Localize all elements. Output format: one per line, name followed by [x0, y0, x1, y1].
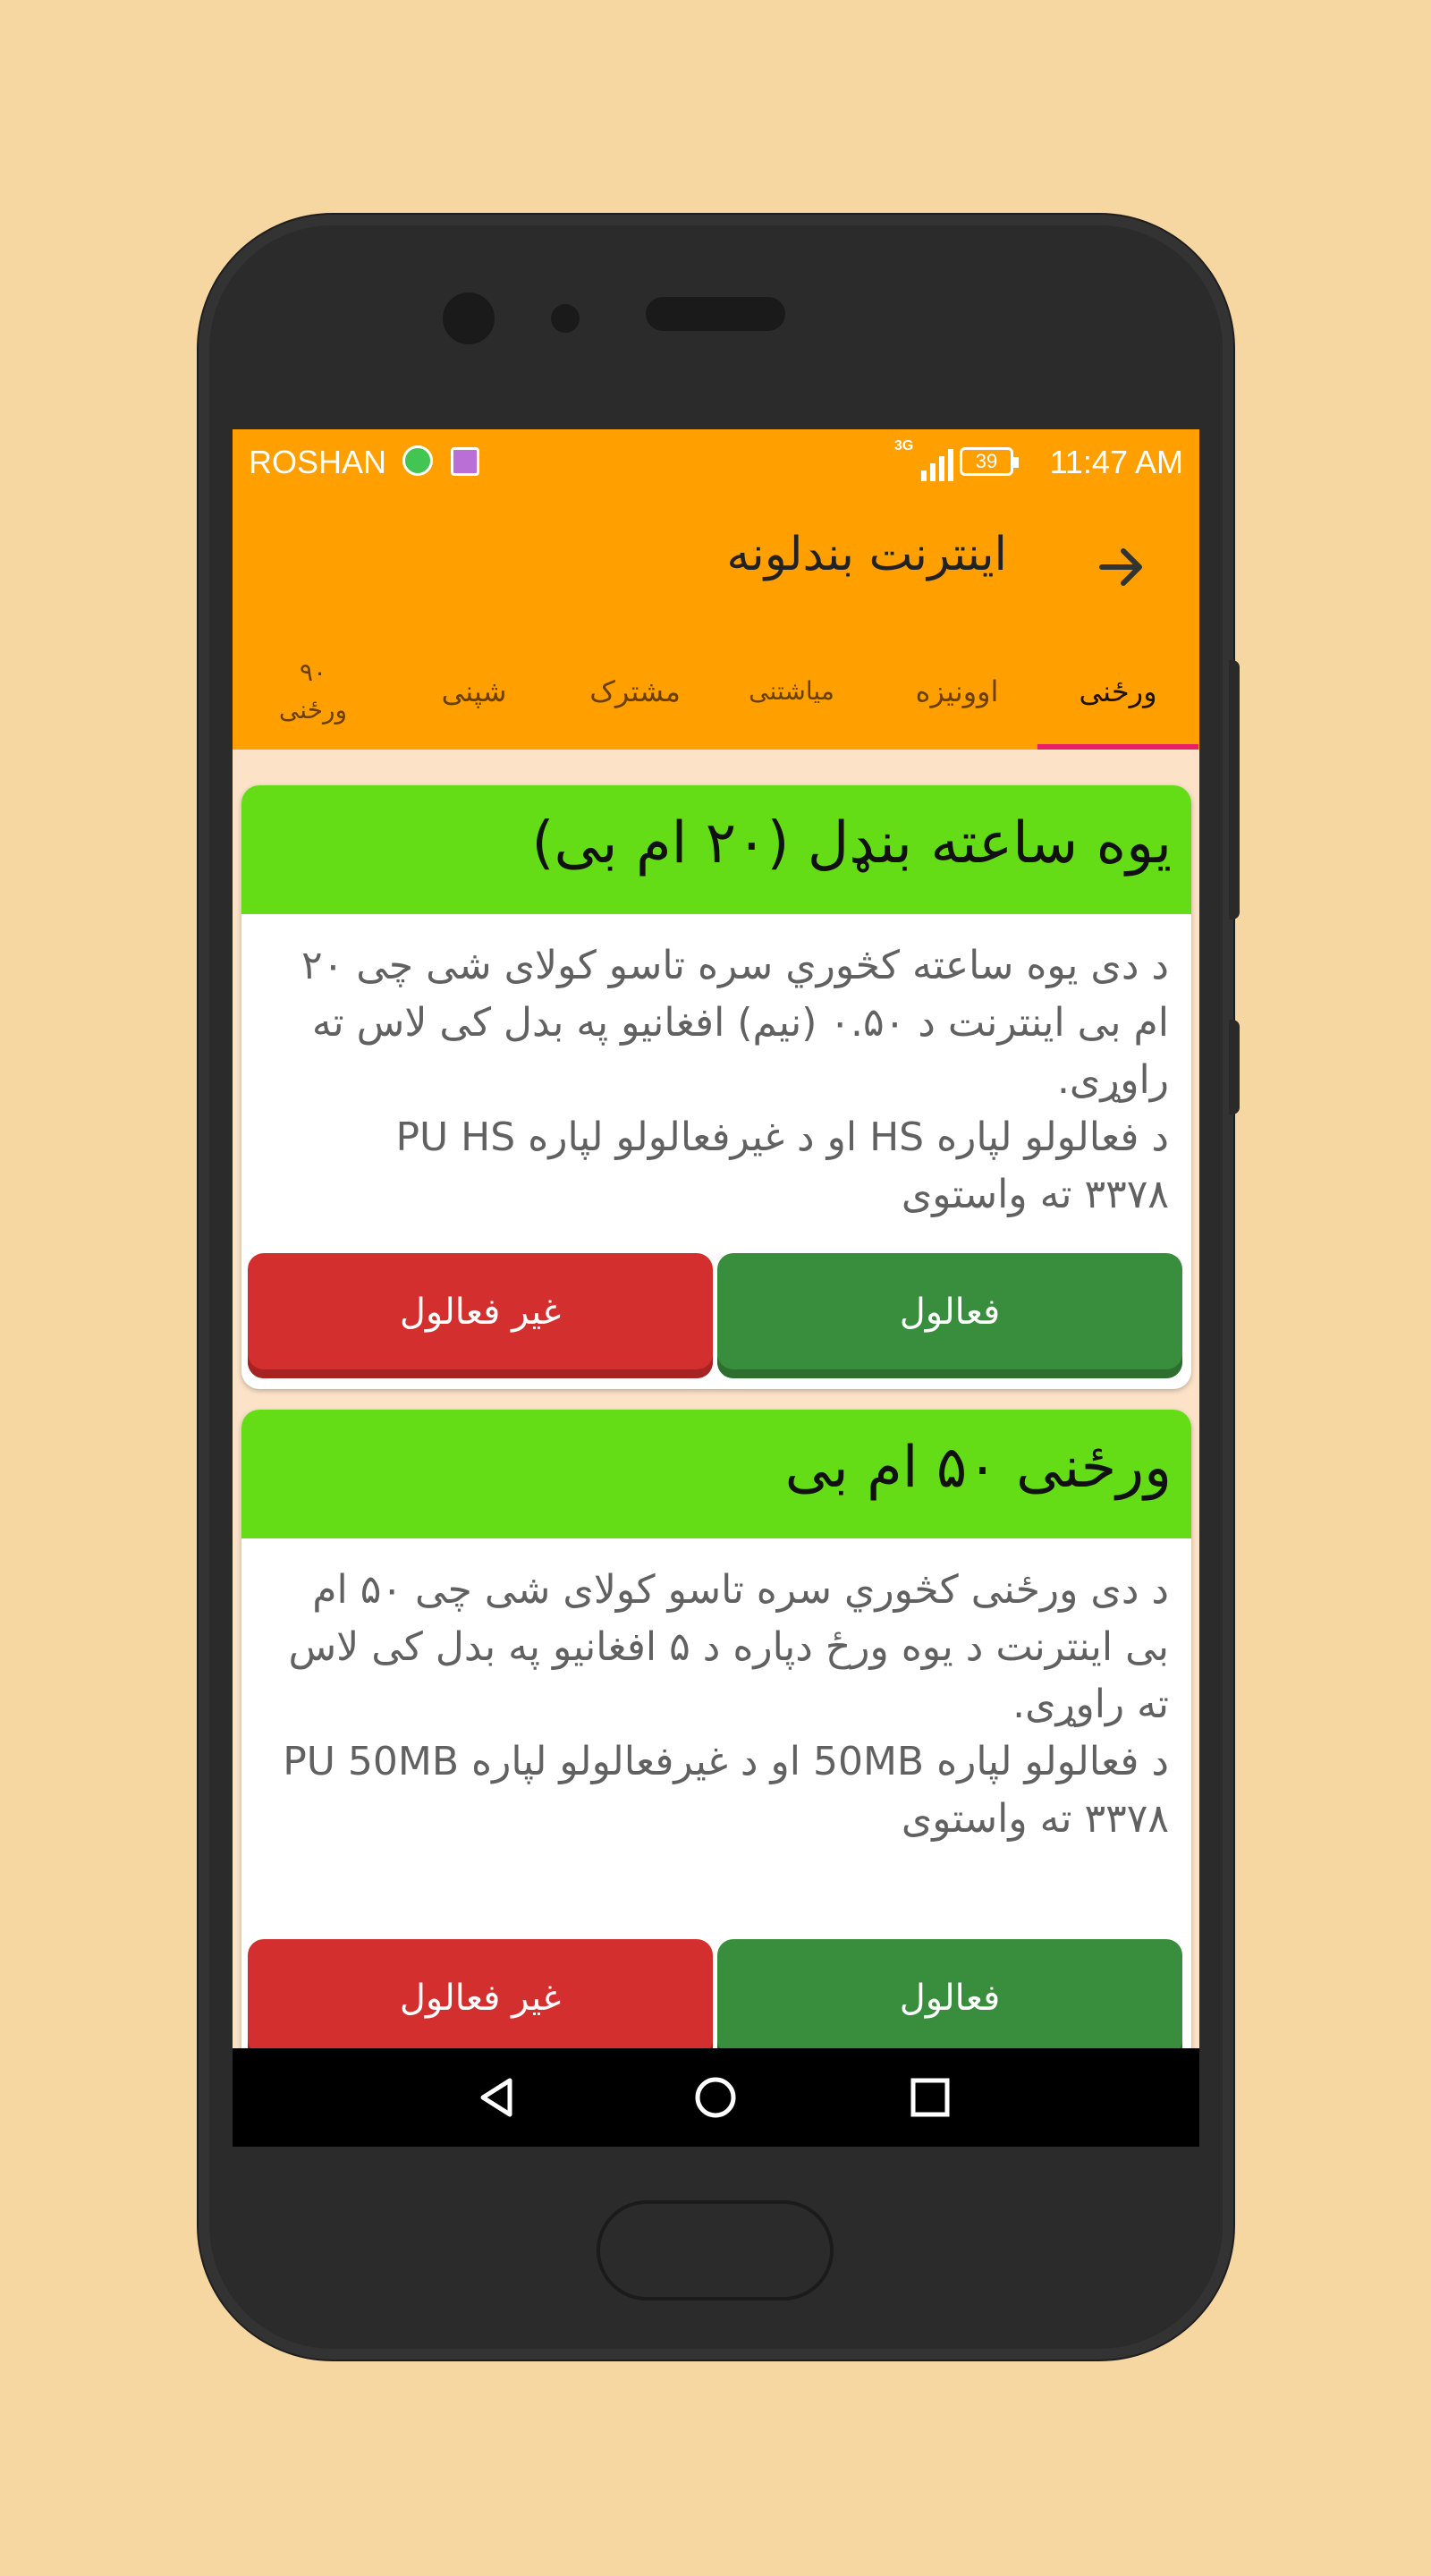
signal-icon: [903, 447, 953, 483]
deactivate-button[interactable]: غیر فعالول: [248, 1253, 713, 1378]
desc-line: د فعالولو لپاره 50MB او د غیرفعالولو لپاره PU 50MB: [283, 1739, 1169, 1784]
activate-button[interactable]: فعالول: [717, 1939, 1182, 2064]
tab-nightly[interactable]: [394, 633, 555, 750]
tab-daily[interactable]: [1037, 633, 1198, 750]
card-title: ورځنی ۵۰ ام بی: [784, 1435, 1172, 1501]
triangle-back-icon[interactable]: [474, 2075, 519, 2120]
circle-home-icon[interactable]: [693, 2075, 738, 2120]
volume-button: [1229, 660, 1240, 919]
desc-line: ۳۳۷۸ ته واستوی: [901, 1172, 1169, 1217]
whatsapp-icon: [402, 445, 433, 476]
tab-label: ۹۰ ورځنی: [278, 657, 348, 724]
power-button: [1229, 1020, 1240, 1114]
desc-line: د دی یوه ساعته کڅوري سره تاسو کولای شی چی ۲۰ ام بی اینترنت د ۰.۵۰ (نیم) افغانیو په بدل کی لاس ته راوړی.: [301, 943, 1169, 1103]
card-title: یوه ساعته بنډل (۲۰ ام بی): [531, 810, 1172, 877]
tab-shared[interactable]: [555, 633, 716, 750]
activate-button[interactable]: فعالول: [717, 1253, 1182, 1378]
card-header: [241, 1410, 1191, 1538]
card-description: [264, 1562, 1169, 1848]
gallery-icon: [451, 447, 479, 476]
arrow-right-icon[interactable]: [1093, 538, 1150, 596]
carrier-name: ROSHAN: [249, 444, 387, 480]
battery-icon: 39: [960, 447, 1013, 476]
clock: 11:47 AM: [1049, 444, 1183, 480]
tab-90-days[interactable]: [233, 633, 394, 750]
bundle-card: [241, 785, 1191, 1389]
back-arrow-svg: [1093, 538, 1150, 596]
sensor: [551, 304, 580, 333]
deactivate-button[interactable]: غیر فعالول: [248, 1939, 713, 2064]
tab-label: اوونیزه: [915, 674, 999, 708]
tab-bar: [233, 633, 1199, 750]
bundle-card: [241, 1410, 1191, 2089]
tab-label: مشترک: [589, 674, 681, 708]
tab-label: ورځنی: [1079, 674, 1157, 708]
tab-label: میاشتنی: [749, 676, 834, 706]
desc-line: ۳۳۷۸ ته واستوی: [901, 1796, 1169, 1842]
hardware-home-button[interactable]: [597, 2200, 834, 2301]
network-type: 3G: [894, 438, 914, 453]
tab-weekly[interactable]: [876, 633, 1037, 750]
card-description: [264, 937, 1169, 1224]
tab-label: شپنی: [441, 674, 507, 708]
screen: [233, 429, 1199, 2147]
desc-line: د دی ورځنی کڅوري سره تاسو کولای شی چی ۵۰ ام بی اینترنت د یوه ورځ دپاره د ۵ افغانیو په بدل کی لاس ته راوړی.: [288, 1567, 1169, 1727]
front-camera: [443, 292, 495, 344]
earpiece-speaker: [646, 297, 785, 331]
tab-indicator: [1037, 744, 1198, 750]
page-title: اینترنت بندلونه: [726, 528, 1007, 581]
card-header: [241, 785, 1191, 914]
status-bar: [233, 429, 1199, 494]
square-recents-icon[interactable]: [908, 2075, 953, 2120]
navigation-bar: [233, 2048, 1199, 2147]
tab-monthly[interactable]: [716, 633, 868, 750]
desc-line: د فعالولو لپاره HS او د غیرفعالولو لپاره PU HS: [395, 1114, 1169, 1160]
